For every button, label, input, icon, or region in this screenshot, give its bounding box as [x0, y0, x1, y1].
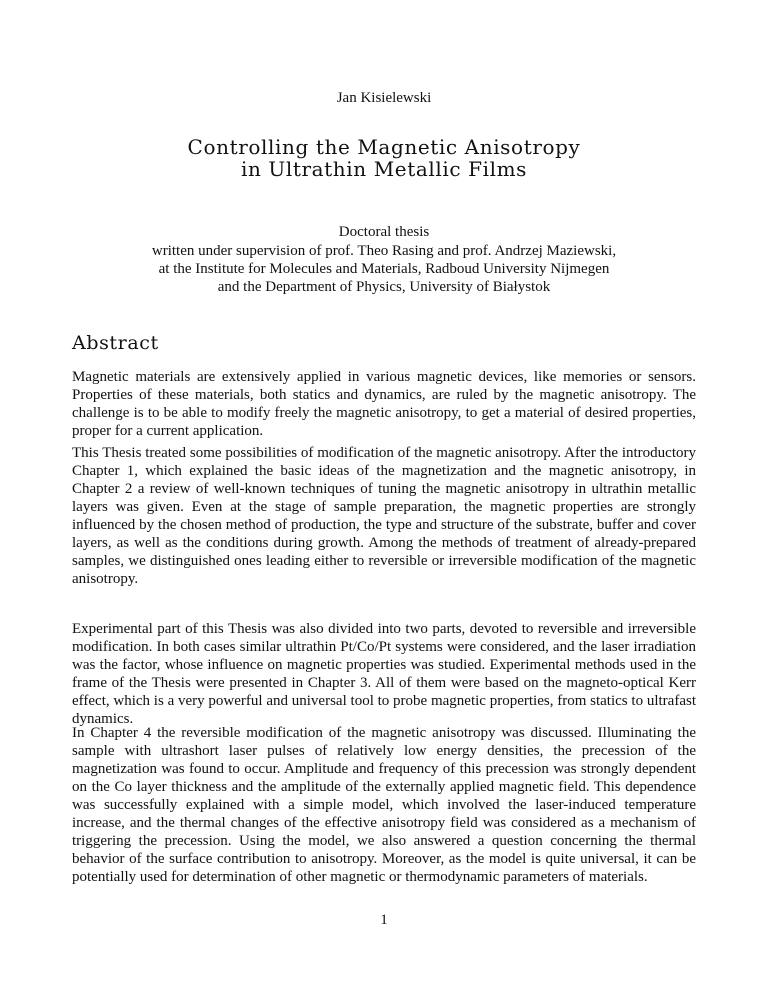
thesis-title-line-1: Controlling the Magnetic Anisotropy: [187, 135, 581, 159]
abstract-heading: Abstract: [72, 332, 159, 354]
author-name: Jan Kisielewski: [336, 90, 432, 106]
abstract-paragraph: In Chapter 4 the reversible modification of the magnetic anisotropy was discussed. Illuminating the sample with ultrashort laser pulses of relatively low energy densities, the precession of the magnetization was found to occur. Amplitude and frequency of this precession was strongly dependent on the Co layer thickness and the amplitude of the externally applied magnetic field. This dependence was successfully explained with a simple model, which involved the laser-induced temperature increase, and the thermal changes of the effective anisotropy field was considered as a mechanism of triggering the precession. Using the model, we also answered a question concerning the thermal behavior of the surface contribution to anisotropy. Moreover, as the model is quite universal, it can be potentially used for determination of other magnetic or thermodynamic parameters of materials.: [72, 725, 696, 885]
supervision-line: at the Institute for Molecules and Materials, Radboud University Nijmegen: [158, 261, 610, 277]
supervision-line: and the Department of Physics, University of Białystok: [217, 279, 551, 295]
abstract-paragraph: This Thesis treated some possibilities of modification of the magnetic anisotropy. After the introductory Chapter 1, which explained the basic ideas of the magnetization and the magnetic anisotropy, in Chapter 2 a review of well-known techniques of tuning the magnetic anisotropy in ultrathin metallic layers was given. Even at the stage of sample preparation, the magnetic properties are strongly influenced by the chosen method of production, the type and structure of the substrate, buffer and cover layers, as well as the conditions during growth. Among the methods of treatment of already-prepared samples, we distinguished ones leading either to reversible or irreversible modification of the magnetic anisotropy.: [72, 445, 696, 587]
supervision-block: [0, 242, 768, 296]
thesis-type: Doctoral thesis: [338, 224, 430, 240]
abstract-paragraph: Experimental part of this Thesis was also divided into two parts, devoted to reversible and irreversible modification. In both cases similar ultrathin Pt/Co/Pt systems were considered, and the laser irradiation was the factor, whose influence on magnetic properties was studied. Experimental methods used in the frame of the Thesis were presented in Chapter 3. All of them were based on the magneto-optical Kerr effect, which is a very powerful and universal tool to probe magnetic properties, from statics to ultrafast dynamics.: [72, 621, 696, 727]
thesis-title: [0, 136, 768, 180]
thesis-title-line-2: in Ultrathin Metallic Films: [240, 157, 528, 181]
page-number: 1: [380, 912, 388, 928]
abstract-paragraph: Magnetic materials are extensively applied in various magnetic devices, like memories or sensors. Properties of these materials, both statics and dynamics, are ruled by the magnetic anisotropy. The challenge is to be able to modify freely the magnetic anisotropy, to get a material of desired properties, proper for a current application.: [72, 369, 696, 439]
supervision-line: written under supervision of prof. Theo Rasing and prof. Andrzej Maziewski,: [151, 243, 617, 259]
